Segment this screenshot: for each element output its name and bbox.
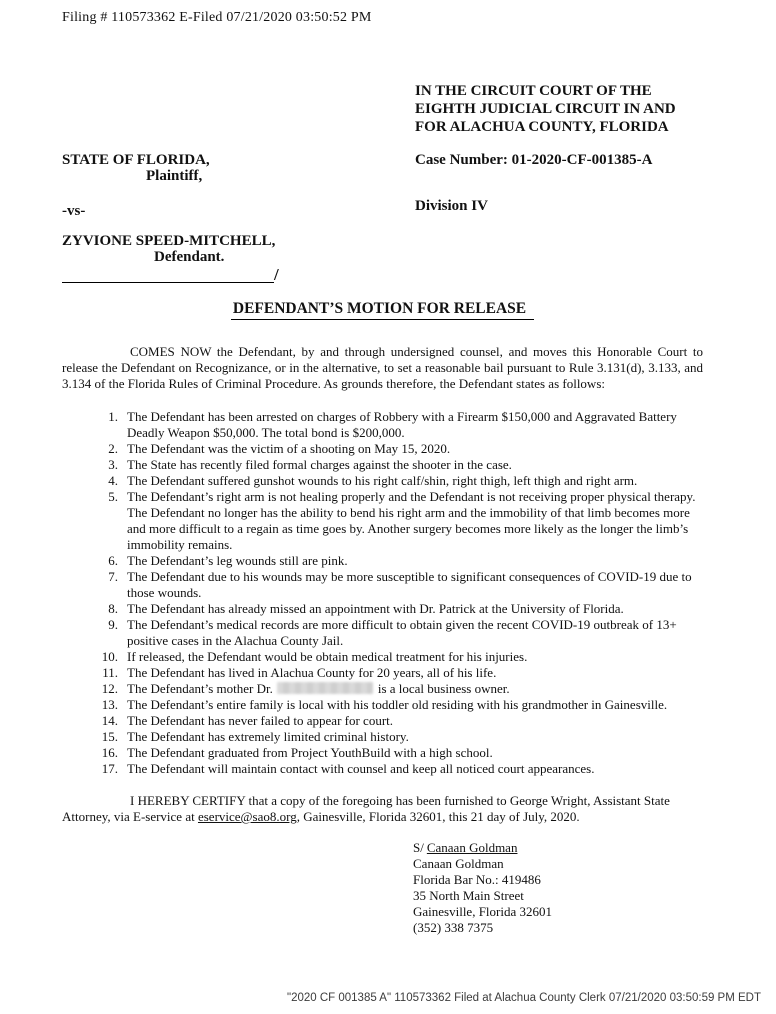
- clerk-filing-stamp: "2020 CF 001385 A" 110573362 Filed at Alachua County Clerk 07/21/2020 03:50:59 PM EDT: [286, 992, 761, 1004]
- attorney-name: Canaan Goldman: [413, 856, 504, 871]
- list-item: The Defendant’s medical records are more difficult to obtain given the recent COVID-19 outbreak of 13+ positive cases in the Alachua County Jail.: [127, 617, 677, 648]
- email-link[interactable]: eservice@sao8.org: [197, 809, 297, 824]
- court-name-line-3: FOR ALACHUA COUNTY, FLORIDA: [415, 119, 669, 135]
- street-address: 35 North Main Street: [413, 888, 524, 903]
- list-item: The Defendant has been arrested on charges of Robbery with a Firearm $150,000 and Aggravated Battery Deadly Weapon $50,000. The total bond is $200,000.: [127, 409, 677, 440]
- caption-court-info: [415, 82, 676, 285]
- list-item: The Defendant has lived in Alachua County for 20 years, all of his life.: [127, 665, 497, 680]
- court-name-line-2: EIGHTH JUDICIAL CIRCUIT IN AND: [415, 101, 676, 117]
- list-item: The Defendant has never failed to appear for court.: [127, 713, 394, 728]
- redacted-text: [277, 682, 373, 694]
- plaintiff-name: STATE OF FLORIDA,: [62, 152, 210, 168]
- list-item: The Defendant graduated from Project YouthBuild with a high school.: [127, 745, 493, 760]
- list-item: The Defendant suffered gunshot wounds to his right calf/shin, right thigh, left thigh and right arm.: [127, 473, 638, 488]
- signature-line: [413, 840, 703, 856]
- case-number: Case Number: 01-2020-CF-001385-A: [415, 152, 653, 168]
- certificate-of-service: [62, 793, 703, 825]
- caption-slash: /: [274, 265, 279, 284]
- efiling-stamp: Filing # 110573362 E-Filed 07/21/2020 03:50:52 PM: [62, 10, 372, 25]
- list-item: If released, the Defendant would be obtain medical treatment for his injuries.: [127, 649, 528, 664]
- court-name-line-1: IN THE CIRCUIT COURT OF THE: [415, 83, 652, 99]
- phone-number: (352) 338 7375: [413, 920, 494, 935]
- list-item: The Defendant has already missed an appointment with Dr. Patrick at the University of Florida.: [127, 601, 624, 616]
- redaction-post-text: is a local business owner.: [377, 681, 510, 696]
- versus-label: -vs-: [62, 203, 86, 219]
- city-state-zip: Gainesville, Florida 32601: [413, 904, 553, 919]
- caption-separator-line: [62, 267, 415, 285]
- division-label: Division IV: [415, 198, 488, 214]
- list-item-redacted: [62, 681, 703, 697]
- case-caption: [62, 82, 703, 285]
- document-body: [62, 344, 703, 936]
- caption-parties: [62, 82, 415, 285]
- signature-s-prefix: S/: [413, 840, 424, 855]
- bar-number: Florida Bar No.: 419486: [413, 872, 541, 887]
- redaction-pre-text: The Defendant’s mother Dr.: [127, 681, 273, 696]
- list-item: The Defendant’s right arm is not healing properly and the Defendant is not receiving proper physical therapy. The Defendant no longer has the ability to bend his right arm and the immobility of that limb becomes more and more difficult to a regain as time goes by. Another surgery becomes more likely as the longer the limb’s immobility remains.: [127, 489, 696, 552]
- document-title: DEFENDANT’S MOTION FOR RELEASE: [62, 300, 703, 320]
- list-item: The Defendant has extremely limited criminal history.: [127, 729, 409, 744]
- certify-pre-text: I HEREBY CERTIFY that a copy of the foregoing has been furnished to George Wright, Assistant State Attorney, via E-service at: [62, 793, 670, 824]
- signature-block: [413, 840, 703, 936]
- certify-post-text: , Gainesville, Florida 32601, this 21 day of July, 2020.: [296, 809, 580, 824]
- list-item: The Defendant was the victim of a shooting on May 15, 2020.: [127, 441, 451, 456]
- caption-rule: [62, 268, 274, 283]
- list-item: The State has recently filed formal charges against the shooter in the case.: [127, 457, 512, 472]
- motion-grounds-list: [62, 409, 703, 777]
- defendant-role: Defendant.: [154, 249, 225, 265]
- list-item: The Defendant’s leg wounds still are pink.: [127, 553, 348, 568]
- list-item: The Defendant due to his wounds may be more susceptible to significant consequences of COVID-19 due to those wounds.: [127, 569, 692, 600]
- list-item: The Defendant will maintain contact with counsel and keep all noticed court appearances.: [127, 761, 595, 776]
- intro-paragraph: COMES NOW the Defendant, by and through undersigned counsel, and moves this Honorable Court to release the Defendant on Recognizance, or in the alternative, to set a reasonable bail pursuant to Rule 3.131(d), 3.133, and 3.134 of the Florida Rules of Criminal Procedure. As grounds therefore, the Defendant states as follows:: [62, 344, 703, 391]
- defendant-name: ZYVIONE SPEED-MITCHELL,: [62, 233, 276, 249]
- plaintiff-role: Plaintiff,: [146, 168, 203, 184]
- list-item: The Defendant’s entire family is local with his toddler old residing with his grandmother in Gainesville.: [127, 697, 668, 712]
- signature-name: Canaan Goldman: [426, 840, 518, 855]
